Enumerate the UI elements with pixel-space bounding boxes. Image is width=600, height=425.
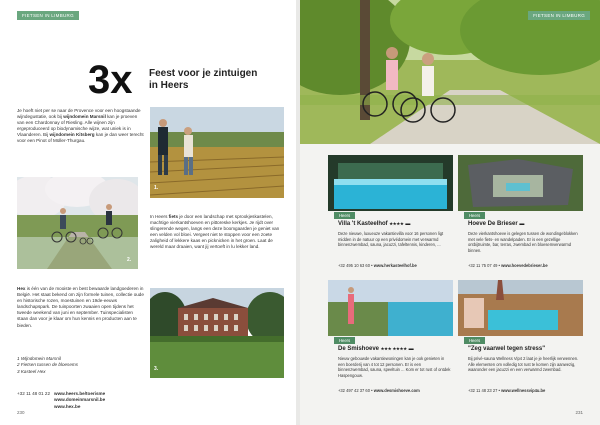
card-description: Nieuw gebouwde vakantiewoningen kan je ook genieten in een boerderij van 4 tot 12 personen. Er is een binnenzwembad, sauna, speeltuin ... Kom er tot rust of ontdek Haspengouw. <box>338 356 451 378</box>
card-contact: +32 497 42 37 60 • www.desmishoeve.com <box>338 388 420 393</box>
bed-icon: ▬ <box>408 346 414 352</box>
photo-number-1: 1. <box>154 185 159 191</box>
card-contact: +32 11 75 07 49 • www.hoevedebrieser.be <box>468 263 548 268</box>
card-tag: Heers <box>464 212 485 219</box>
star-rating: ★★★ ★★★★ <box>380 346 407 351</box>
intro-paragraph: Je hoeft niet per se naar de Provence voor een hoogstaande wijndegustatie, ook bij wijndomein Marsnil kan je proeven van een Chardonnay of Riesling. Alle wijnen zijn ergeproduceerd op biodynamische wijze, wat uniek is in Vlaanderen. Bij wijndomein Kitsberg kan je dan weer terecht voor een Pinot of Müller-Thurgau. <box>17 108 144 144</box>
page-number-left: 230 <box>17 410 25 415</box>
section-tag-left: FIETSEN IN LIMBURG <box>17 11 79 20</box>
website-link-marsnil[interactable]: www.domeinmarsnil.be <box>54 397 106 403</box>
caption-1: 1 Wijndomein Marsnil <box>17 356 61 361</box>
bed-icon: ▬ <box>519 221 525 227</box>
page-title: Feest voor je zintuigen in Heers <box>149 68 258 91</box>
page-number-right: 231 <box>575 410 583 415</box>
caption-3: 3 Kasteel Hex <box>17 368 46 374</box>
card-phone: +32 11 48 23 27 <box>468 388 498 393</box>
card-description: Deze vierkantshoeve is gelegen tussen de wondingeblokken met vele fiets- en wandelpaden. Er is een gezellige ontbijtruimte, bar, terras, zwembad en bloesemverwarmd binnen. <box>468 231 578 253</box>
wellness-pool-photo <box>458 280 583 336</box>
right-page <box>300 0 600 425</box>
card-website-link[interactable]: www.wellnessvip4u.be <box>501 388 546 393</box>
card-tag: Heers <box>334 337 355 344</box>
hero-cyclists-photo <box>300 0 600 144</box>
card-website-link[interactable]: www.herkasteelhof.be <box>373 263 417 268</box>
photo-captions <box>17 356 78 375</box>
card-title: De Smishoeve ★★★ ★★★★ ▬ <box>338 346 414 352</box>
farmhouse-aerial-photo <box>458 155 583 211</box>
cycling-blossoms-photo <box>17 177 138 269</box>
card-phone: +32 497 42 37 60 <box>338 388 370 393</box>
card-tag: Heers <box>334 212 355 219</box>
card-phone: +32 11 75 07 49 <box>468 263 498 268</box>
contact-block <box>17 391 105 410</box>
headline-number: 3x <box>88 58 133 102</box>
cycling-paragraph: In Heers fiets je door een landschap met sprookjeskastelen, machtige vierkantshoeven en pittoreske kerkjes. Je rijdt over slingerende wegen, langs een deze boomgaarden je geniet van een velden vol bloei. Vergeet niet te stoppen voor een zoete zaligheid of lekkere kaas en picknicken in het groen. Laat de wereld maar draaien, want jij vertoeft in lu lekker land. <box>150 214 280 250</box>
photo-number-3: 3. <box>154 366 159 372</box>
card-title: Hoeve De Brieser ▬ <box>468 221 525 227</box>
caption-2: 2 Fietsen tussen de bloesems <box>17 362 79 368</box>
section-tag-right: FIETSEN IN LIMBURG <box>528 11 590 20</box>
accommodation-card-wellness <box>458 280 583 405</box>
website-link-hex[interactable]: www.hex.be <box>54 403 81 409</box>
bed-icon: ▬ <box>405 221 411 227</box>
star-rating: ★★★★ <box>389 221 404 226</box>
accommodation-card-villa <box>328 155 453 273</box>
card-website-link[interactable]: www.desmishoeve.com <box>373 388 420 393</box>
card-title: Villa 't Kasteelhof ★★★★ ▬ <box>338 221 411 227</box>
villa-pool-photo <box>328 155 453 211</box>
vineyard-couple-photo <box>150 107 284 198</box>
card-tag: Heers <box>464 337 485 344</box>
left-page <box>0 0 296 425</box>
card-description: Bij privé-sauna Wellness Vip4 2 laat je je heerlijk verwennen. Alle elementen om volledig tot rust te komen zijn aanwezig, waaronder een jacuzzi en een verwarmd zwembad. <box>468 356 579 373</box>
hex-paragraph: Hex is één van de mooiste en best bewaarde landgoederen in België. Het staat bekend om zijn formele tuinen, collectie oude en historische rozen, moestuinen en 19de-eeuws landschapspark. De tuinpoorten zwaaien open tijdens het tweede weekend van juni en september. Tuinspecialisten staan dan voor je klaar om hun kennis en producten aan te bieden. <box>17 286 144 328</box>
card-contact: +32 11 48 23 27 • www.wellnessvip4u.be <box>468 388 546 393</box>
card-phone: +32 495 10 63 60 <box>338 263 370 268</box>
website-link-heers[interactable]: www.heers.be/toerisme <box>54 391 106 396</box>
smishoeve-pool-photo <box>328 280 453 336</box>
contact-phone: +32 11 48 01 22 <box>17 391 50 396</box>
accommodation-card-brieser <box>458 155 583 273</box>
photo-number-2: 2. <box>127 257 132 263</box>
card-title: "Zeg vaarwel tegen stress" <box>468 346 546 352</box>
castle-hex-photo <box>150 288 284 378</box>
card-website-link[interactable]: www.hoevedebrieser.be <box>501 263 548 268</box>
accommodation-card-smishoeve <box>328 280 453 405</box>
card-description: Deze nieuwe, luxueuze vakantievilla voor 16 personen ligt midden in de natuur op een privédomein met verwarmd binnenzwembad, sauna, jacuzzi, tafeltennis, kinderen, ... <box>338 231 444 248</box>
card-contact: +32 495 10 63 60 • www.herkasteelhof.be <box>338 263 417 268</box>
